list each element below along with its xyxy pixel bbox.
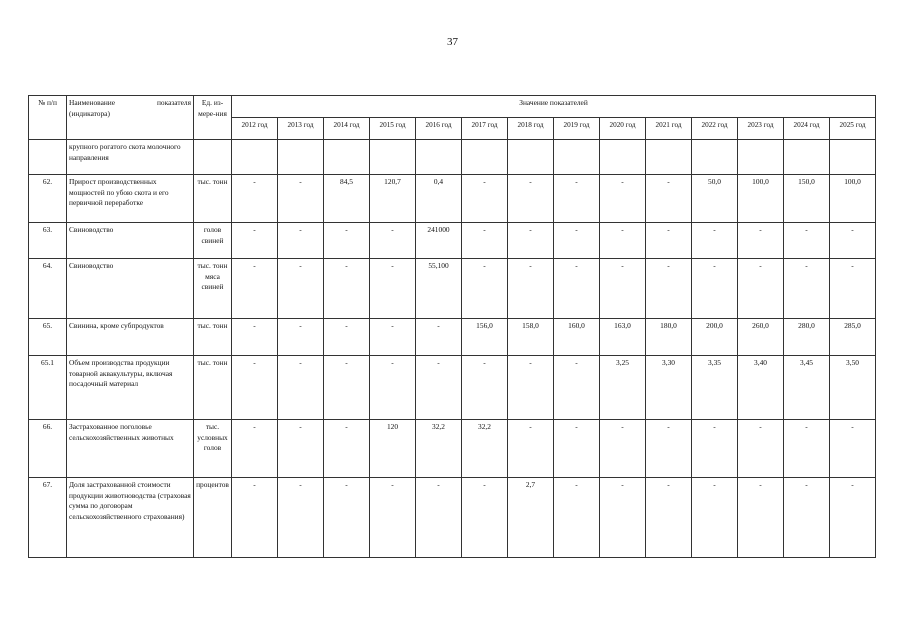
row-value: - [324, 356, 370, 420]
table-row [29, 259, 876, 319]
row-value: 84,5 [324, 175, 370, 223]
row-value: - [600, 478, 646, 558]
row-value: - [278, 478, 324, 558]
row-value: - [554, 356, 600, 420]
row-indicator-name: Объем производства продукции товарной аквакультуры, включая посадочный материал [67, 356, 194, 420]
row-value: 150,0 [784, 175, 830, 223]
row-value: - [600, 175, 646, 223]
row-value: 3,40 [738, 356, 784, 420]
row-number: 65. [29, 319, 67, 356]
table-row [29, 140, 876, 175]
row-value: 120,7 [370, 175, 416, 223]
row-value: - [784, 478, 830, 558]
row-value: - [324, 223, 370, 259]
header-year: 2017 год [462, 118, 508, 140]
row-value: - [830, 420, 876, 478]
row-value: - [232, 420, 278, 478]
row-value: - [508, 259, 554, 319]
table-row [29, 175, 876, 223]
row-value: - [784, 223, 830, 259]
header-indicator-name: Наименование показателя (индикатора) [67, 96, 194, 140]
row-number: 67. [29, 478, 67, 558]
row-value: - [554, 175, 600, 223]
row-value: 241000 [416, 223, 462, 259]
row-value: - [324, 259, 370, 319]
row-value: 3,35 [692, 356, 738, 420]
header-year: 2018 год [508, 118, 554, 140]
row-unit: тыс. условных голов [194, 420, 232, 478]
row-value: - [278, 420, 324, 478]
row-unit: тыс. тонн мяса свиней [194, 259, 232, 319]
row-value: - [462, 175, 508, 223]
row-value: - [370, 356, 416, 420]
row-unit: тыс. тонн [194, 356, 232, 420]
header-year: 2022 год [692, 118, 738, 140]
row-value [738, 140, 784, 175]
row-value [646, 140, 692, 175]
row-value: - [738, 259, 784, 319]
row-value: 260,0 [738, 319, 784, 356]
row-number: 63. [29, 223, 67, 259]
header-values-title: Значение показателей [232, 96, 876, 118]
row-value: 160,0 [554, 319, 600, 356]
row-unit: тыс. тонн [194, 319, 232, 356]
row-value: - [554, 478, 600, 558]
row-value: - [508, 420, 554, 478]
row-value [692, 140, 738, 175]
row-value: - [554, 259, 600, 319]
table-row [29, 478, 876, 558]
row-value: - [416, 319, 462, 356]
row-unit [194, 140, 232, 175]
row-value: - [830, 478, 876, 558]
row-value: 100,0 [830, 175, 876, 223]
row-value: - [692, 478, 738, 558]
row-value: 200,0 [692, 319, 738, 356]
header-year: 2014 год [324, 118, 370, 140]
row-value: - [462, 356, 508, 420]
table-body [29, 140, 876, 558]
row-value: 156,0 [462, 319, 508, 356]
row-value: 3,50 [830, 356, 876, 420]
row-value: - [646, 223, 692, 259]
header-year: 2021 год [646, 118, 692, 140]
row-value: - [692, 223, 738, 259]
row-value: - [784, 420, 830, 478]
row-value: - [232, 478, 278, 558]
row-value: 3,25 [600, 356, 646, 420]
row-value: - [830, 259, 876, 319]
header-year: 2019 год [554, 118, 600, 140]
row-value: 100,0 [738, 175, 784, 223]
row-value: 3,45 [784, 356, 830, 420]
row-value: - [508, 175, 554, 223]
header-year: 2023 год [738, 118, 784, 140]
row-value: - [508, 223, 554, 259]
row-indicator-name: Свинина, кроме субпродуктов [67, 319, 194, 356]
header-unit: Ед. из-мере-ния [194, 96, 232, 140]
table-row [29, 420, 876, 478]
header-year: 2024 год [784, 118, 830, 140]
row-value: - [416, 478, 462, 558]
row-value: - [692, 420, 738, 478]
header-number: № п/п [29, 96, 67, 140]
row-number: 66. [29, 420, 67, 478]
table-row [29, 223, 876, 259]
row-value: - [830, 223, 876, 259]
row-value [600, 140, 646, 175]
row-value: 120 [370, 420, 416, 478]
row-value: - [324, 420, 370, 478]
row-value: - [370, 319, 416, 356]
row-value: - [232, 319, 278, 356]
row-value: - [784, 259, 830, 319]
row-value: - [370, 259, 416, 319]
row-value: 50,0 [692, 175, 738, 223]
row-value [508, 140, 554, 175]
row-value: 285,0 [830, 319, 876, 356]
page-number: 37 [447, 36, 458, 48]
row-value [370, 140, 416, 175]
row-value: - [278, 175, 324, 223]
row-value: 2,7 [508, 478, 554, 558]
row-number: 64. [29, 259, 67, 319]
row-value: - [646, 175, 692, 223]
row-number: 62. [29, 175, 67, 223]
row-value: - [508, 356, 554, 420]
table-row [29, 356, 876, 420]
row-value [784, 140, 830, 175]
header-year: 2016 год [416, 118, 462, 140]
row-number [29, 140, 67, 175]
row-value: - [600, 420, 646, 478]
row-value: 158,0 [508, 319, 554, 356]
row-value [416, 140, 462, 175]
row-value: - [232, 356, 278, 420]
row-value: 0,4 [416, 175, 462, 223]
row-value: 180,0 [646, 319, 692, 356]
row-value: - [462, 223, 508, 259]
row-value [554, 140, 600, 175]
row-indicator-name: Свиноводство [67, 259, 194, 319]
row-value: - [554, 223, 600, 259]
header-year: 2013 год [278, 118, 324, 140]
header-year: 2012 год [232, 118, 278, 140]
row-indicator-name: Прирост производственных мощностей по убою скота и его первичной переработке [67, 175, 194, 223]
row-value: - [278, 259, 324, 319]
row-value: - [738, 223, 784, 259]
row-indicator-name: Доля застрахованной стоимости продукции животноводства (страховая сумма по договорам сельскохозяйственного страхования) [67, 478, 194, 558]
row-value: - [278, 223, 324, 259]
row-indicator-name: Застрахованное поголовье сельскохозяйственных животных [67, 420, 194, 478]
row-value: - [646, 420, 692, 478]
row-value: - [416, 356, 462, 420]
row-value: - [738, 420, 784, 478]
row-value: - [232, 223, 278, 259]
row-number: 65.1 [29, 356, 67, 420]
row-value: 32,2 [462, 420, 508, 478]
row-value [232, 140, 278, 175]
row-unit: голов свиней [194, 223, 232, 259]
row-value: - [278, 356, 324, 420]
row-value: 3,30 [646, 356, 692, 420]
row-unit: процентов [194, 478, 232, 558]
row-value: - [600, 259, 646, 319]
row-indicator-name: Свиноводство [67, 223, 194, 259]
row-unit: тыс. тонн [194, 175, 232, 223]
row-value: - [554, 420, 600, 478]
row-value [462, 140, 508, 175]
row-value: - [232, 175, 278, 223]
row-value [324, 140, 370, 175]
row-value: 163,0 [600, 319, 646, 356]
row-value [278, 140, 324, 175]
row-value: - [370, 478, 416, 558]
table-row [29, 319, 876, 356]
row-value: - [462, 259, 508, 319]
row-indicator-name: крупного рогатого скота молочного направления [67, 140, 194, 175]
row-value: 280,0 [784, 319, 830, 356]
header-year: 2020 год [600, 118, 646, 140]
row-value: - [646, 259, 692, 319]
row-value: - [324, 319, 370, 356]
header-year: 2025 год [830, 118, 876, 140]
row-value: 55,100 [416, 259, 462, 319]
row-value: - [738, 478, 784, 558]
row-value: 32,2 [416, 420, 462, 478]
row-value: - [278, 319, 324, 356]
row-value: - [646, 478, 692, 558]
row-value: - [232, 259, 278, 319]
row-value: - [370, 223, 416, 259]
row-value: - [600, 223, 646, 259]
header-year: 2015 год [370, 118, 416, 140]
indicators-table [28, 95, 876, 558]
row-value: - [692, 259, 738, 319]
row-value: - [462, 478, 508, 558]
row-value [830, 140, 876, 175]
row-value: - [324, 478, 370, 558]
